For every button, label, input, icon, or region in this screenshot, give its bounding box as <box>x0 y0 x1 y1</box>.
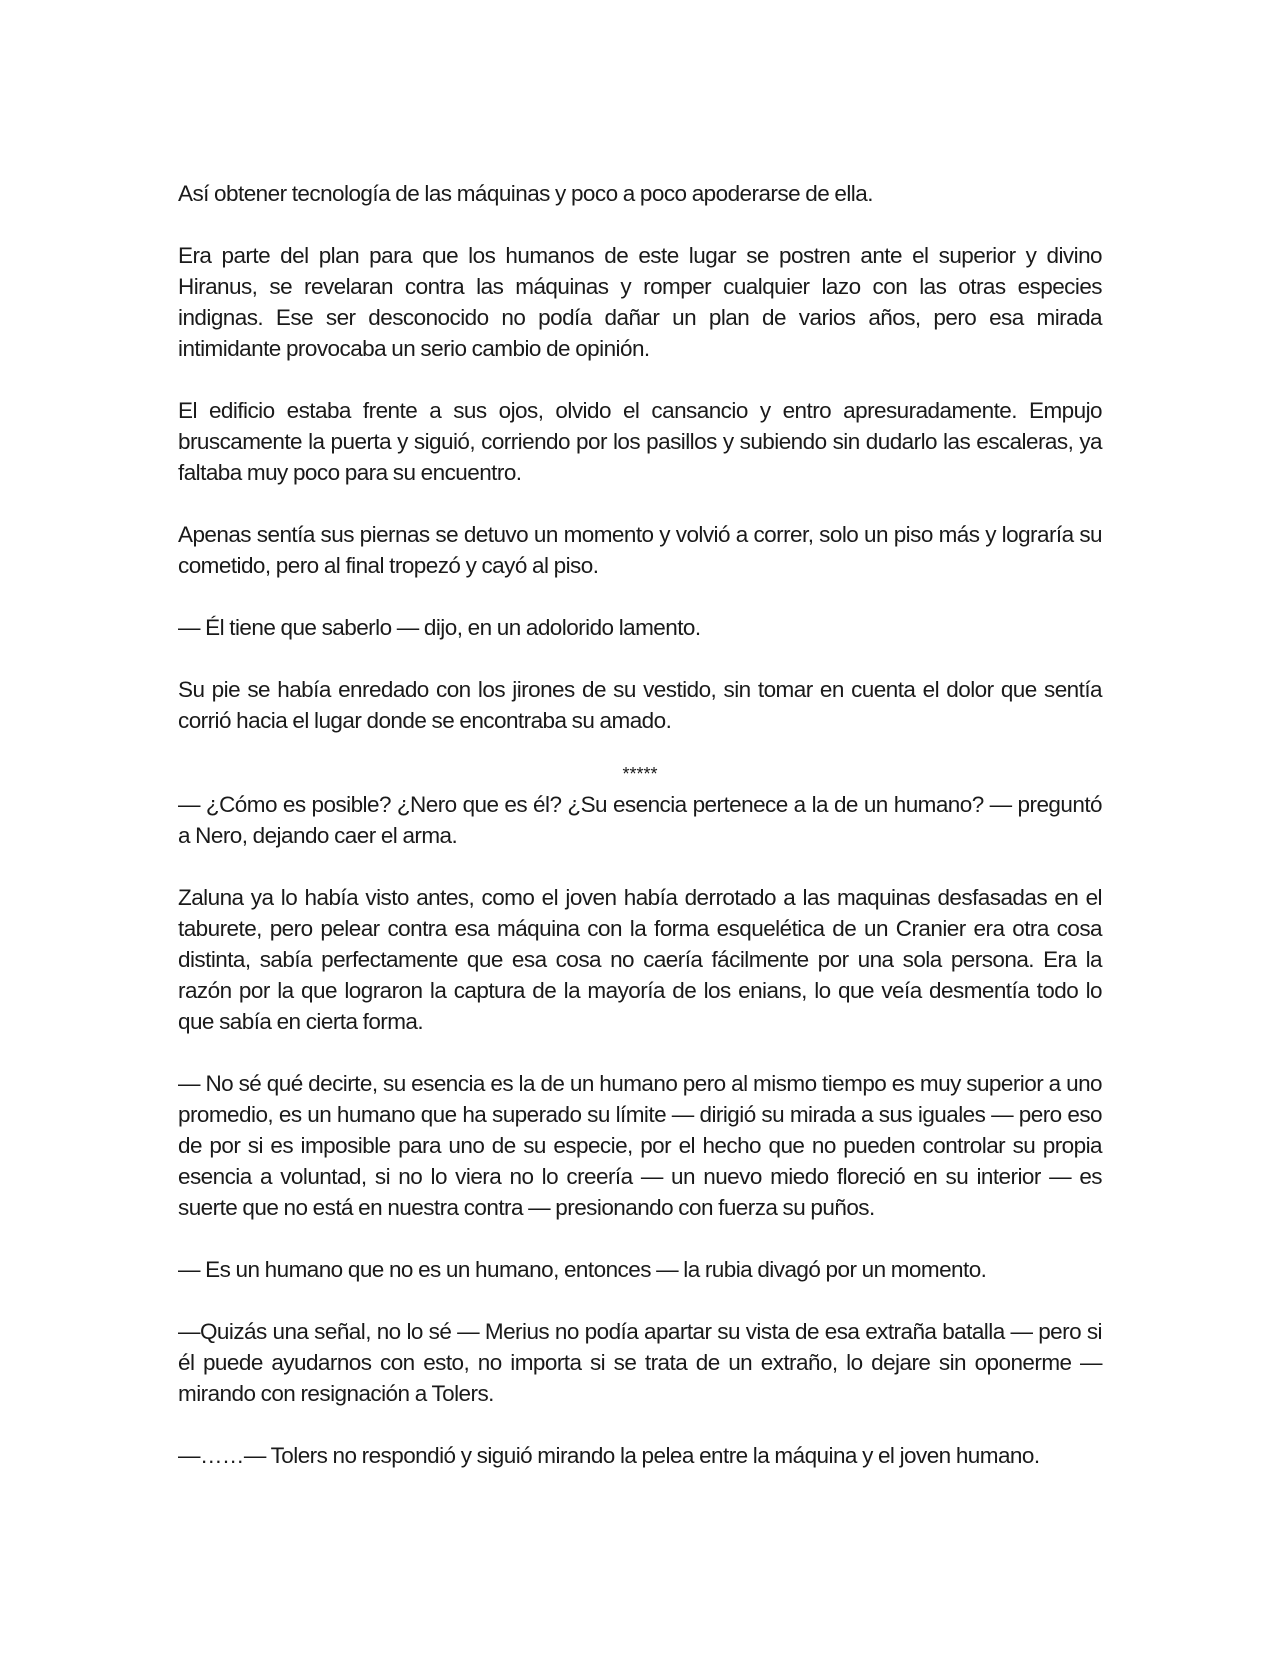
paragraph-3: El edificio estaba frente a sus ojos, olvido el cansancio y entro apresuradamente. Empujo bruscamente la puerta y siguió, corriendo por los pasillos y subiendo sin dudarlo las escaleras, ya faltaba muy poco para su encuentro. <box>178 398 1102 485</box>
scene-separator: ***** <box>622 764 658 784</box>
paragraph-11: —Quizás una señal, no lo sé — Merius no podía apartar su vista de esa extraña batalla — pero si él puede ayudarnos con esto, no importa si se trata de un extraño, lo dejare sin oponerme — mirando con resignación a Tolers. <box>178 1319 1102 1406</box>
document-page <box>178 178 1102 1471</box>
paragraph-9: — No sé qué decirte, su esencia es la de un humano pero al mismo tiempo es muy superior a uno promedio, es un humano que ha superado su límite — dirigió su mirada a sus iguales — pero eso de por si es imposible para uno de su especie, por el hecho que no pueden controlar su propia esencia a voluntad, si no lo viera no lo creería — un nuevo miedo floreció en su interior — es suerte que no está en nuestra contra — presionando con fuerza su puños. <box>178 1071 1102 1220</box>
paragraph-12: —……— Tolers no respondió y siguió mirando la pelea entre la máquina y el joven humano. <box>178 1443 1040 1468</box>
paragraph-7: — ¿Cómo es posible? ¿Nero que es él? ¿Su esencia pertenece a la de un humano? — preguntó a Nero, dejando caer el arma. <box>178 792 1102 848</box>
paragraph-6: Su pie se había enredado con los jirones de su vestido, sin tomar en cuenta el dolor que sentía corrió hacia el lugar donde se encontraba su amado. <box>178 677 1102 733</box>
paragraph-8: Zaluna ya lo había visto antes, como el joven había derrotado a las maquinas desfasadas en el taburete, pero pelear contra esa máquina con la forma esquelética de un Cranier era otra cosa distinta, sabía perfectamente que esa cosa no caería fácilmente por una sola persona. Era la razón por la que lograron la captura de la mayoría de los enians, lo que veía desmentía todo lo que sabía en cierta forma. <box>178 885 1102 1034</box>
paragraph-10: — Es un humano que no es un humano, entonces — la rubia divagó por un momento. <box>178 1257 987 1282</box>
paragraph-5: — Él tiene que saberlo — dijo, en un adolorido lamento. <box>178 615 701 640</box>
paragraph-1: Así obtener tecnología de las máquinas y poco a poco apoderarse de ella. <box>178 181 873 206</box>
paragraph-4: Apenas sentía sus piernas se detuvo un momento y volvió a correr, solo un piso más y lograría su cometido, pero al final tropezó y cayó al piso. <box>178 522 1102 578</box>
paragraph-2: Era parte del plan para que los humanos de este lugar se postren ante el superior y divino Hiranus, se revelaran contra las máquinas y romper cualquier lazo con las otras especies indignas. Ese ser desconocido no podía dañar un plan de varios años, pero esa mirada intimidante provocaba un serio cambio de opinión. <box>178 243 1102 361</box>
